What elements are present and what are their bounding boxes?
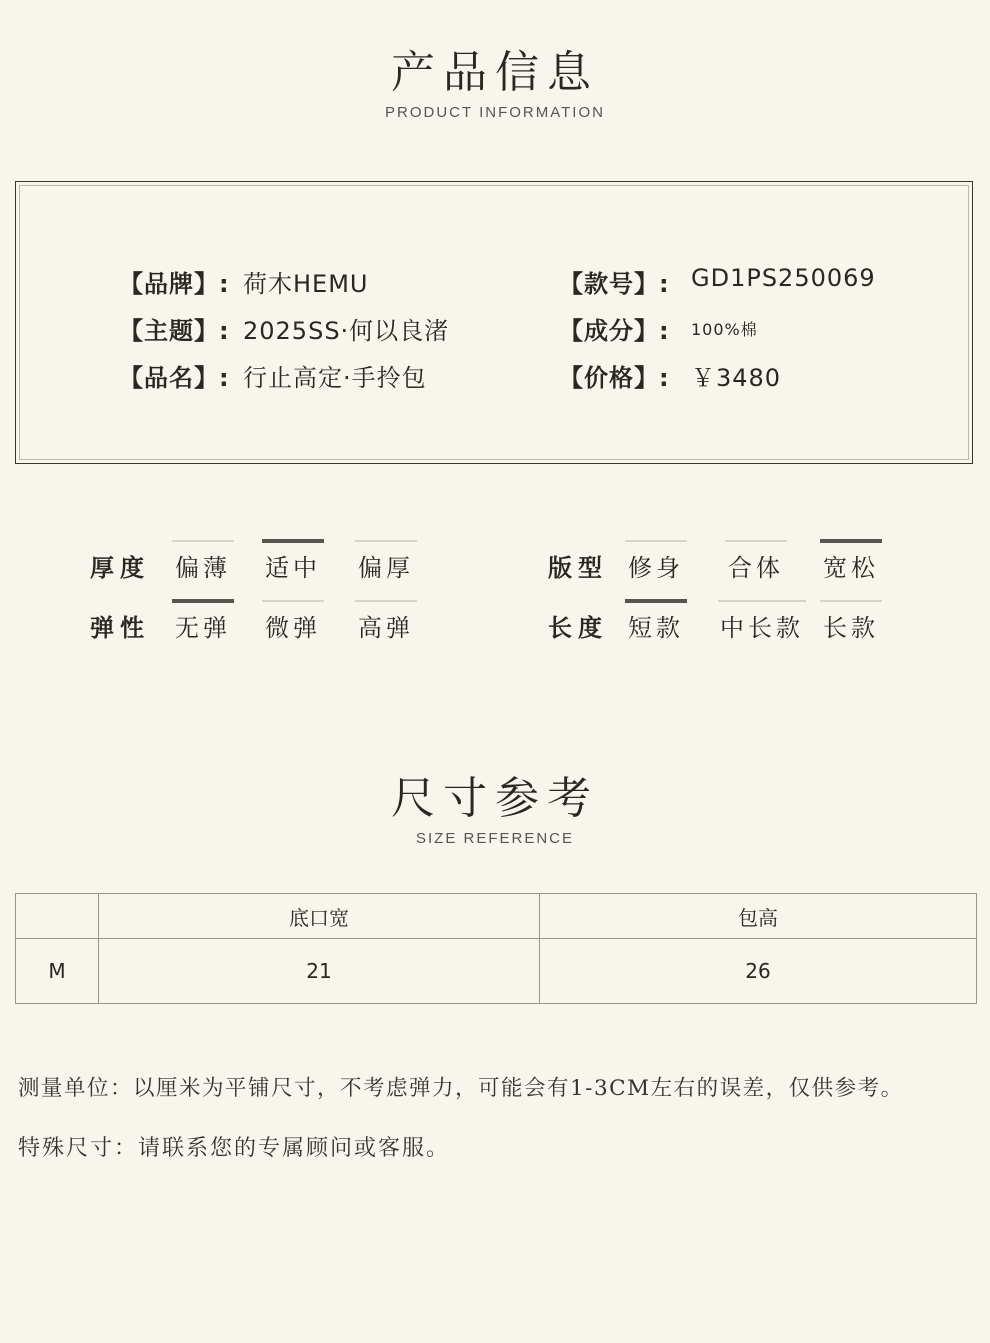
product-info-panel [15, 181, 973, 464]
fit-option-regular: 合体 [725, 548, 787, 583]
length-label: 长度 [548, 614, 608, 642]
price-value: ￥3480 [691, 364, 782, 392]
product-info-heading [0, 36, 990, 121]
cell-bag-height: 26 [540, 939, 977, 1004]
cell-bottom-width: 21 [99, 939, 540, 1004]
elasticity-label: 弹性 [90, 614, 150, 642]
header-cell-bottom-width: 底口宽 [99, 894, 540, 939]
cell-size: M [16, 939, 99, 1004]
product-info-subtitle: PRODUCT INFORMATION [385, 104, 605, 121]
size-table-header [16, 894, 977, 939]
size-table [15, 893, 977, 1004]
thickness-option-thin: 偏薄 [172, 548, 234, 583]
special-size-note: 特殊尺寸：请联系您的专属顾问或客服。 [18, 1136, 451, 1161]
size-reference-heading [0, 762, 990, 847]
name-value: 行止高定·手拎包 [243, 364, 427, 392]
measurement-note: 测量单位：以厘米为平铺尺寸，不考虑弹力，可能会有1-3CM左右的误差，仅供参考。 [18, 1076, 904, 1101]
brand-value: 荷木HEMU [243, 270, 369, 298]
product-info-title: 产品信息 [391, 47, 599, 98]
name-label: 【品名】: [119, 364, 230, 392]
length-option-long: 长款 [820, 608, 882, 643]
size-reference-title: 尺寸参考 [391, 773, 599, 824]
price-label: 【价格】: [559, 364, 670, 392]
length-option-short: 短款 [625, 608, 687, 643]
style-value: GD1PS250069 [691, 264, 876, 292]
thickness-option-medium: 适中 [262, 548, 324, 583]
thickness-label: 厚度 [90, 554, 150, 582]
brand-label: 【品牌】: [119, 270, 230, 298]
fit-option-loose: 宽松 [820, 548, 882, 583]
fit-option-slim: 修身 [625, 548, 687, 583]
theme-label: 【主题】: [119, 317, 230, 345]
elasticity-option-slight: 微弹 [262, 608, 324, 643]
theme-value: 2025SS·何以良渚 [243, 317, 450, 345]
fit-label: 版型 [548, 554, 608, 582]
style-label: 【款号】: [559, 270, 670, 298]
size-reference-subtitle: SIZE REFERENCE [415, 830, 575, 847]
material-value: 100%棉 [691, 320, 758, 339]
header-cell-bag-height: 包高 [540, 894, 977, 939]
length-option-mid: 中长款 [718, 608, 806, 643]
table-row [16, 939, 977, 1004]
elasticity-option-high: 高弹 [355, 608, 417, 643]
elasticity-option-none: 无弹 [172, 608, 234, 643]
thickness-option-thick: 偏厚 [355, 548, 417, 583]
header-cell-size [16, 894, 99, 939]
material-label: 【成分】: [559, 317, 670, 345]
